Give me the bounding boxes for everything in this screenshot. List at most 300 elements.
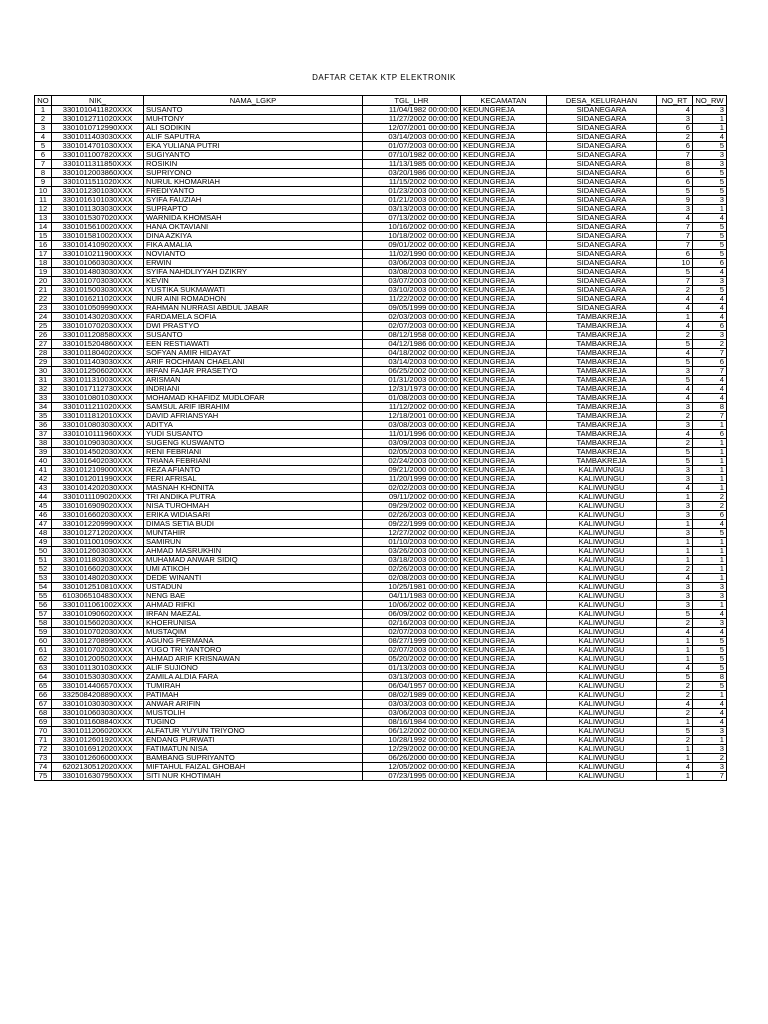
cell-nama: SUSANTO xyxy=(144,106,363,115)
cell-tgl-lhr: 01/10/2003 00:00:00 xyxy=(363,538,461,547)
cell-nik: 3301011803030XXX xyxy=(52,556,144,565)
cell-kecamatan: KEDUNGREJA xyxy=(461,259,547,268)
cell-kecamatan: KEDUNGREJA xyxy=(461,502,547,511)
cell-nik: 3301011208580XXX xyxy=(52,331,144,340)
cell-desa-kelurahan: KALIWUNGU xyxy=(547,565,657,574)
cell-no-rw: 1 xyxy=(693,205,727,214)
cell-no: 56 xyxy=(35,601,52,610)
cell-no-rt: 2 xyxy=(657,331,693,340)
cell-no: 59 xyxy=(35,628,52,637)
cell-tgl-lhr: 03/14/2003 00:00:00 xyxy=(363,358,461,367)
cell-tgl-lhr: 02/07/2003 00:00:00 xyxy=(363,322,461,331)
cell-nik: 3301010603030XXX xyxy=(52,259,144,268)
cell-no-rt: 2 xyxy=(657,286,693,295)
cell-kecamatan: KEDUNGREJA xyxy=(461,241,547,250)
cell-no-rt: 10 xyxy=(657,259,693,268)
cell-tgl-lhr: 03/18/2003 00:00:00 xyxy=(363,556,461,565)
cell-no: 42 xyxy=(35,475,52,484)
table-row xyxy=(35,565,727,574)
cell-no-rw: 4 xyxy=(693,718,727,727)
cell-nik: 3301010803030XXX xyxy=(52,421,144,430)
cell-no: 44 xyxy=(35,493,52,502)
cell-nama: ALFATUR YUYUN TRIYONO xyxy=(144,727,363,736)
cell-kecamatan: KEDUNGREJA xyxy=(461,754,547,763)
cell-no-rt: 2 xyxy=(657,691,693,700)
cell-no-rt: 6 xyxy=(657,250,693,259)
cell-nama: AHMAD MASRUKHIN xyxy=(144,547,363,556)
cell-no: 14 xyxy=(35,223,52,232)
cell-desa-kelurahan: KALIWUNGU xyxy=(547,718,657,727)
cell-no-rt: 4 xyxy=(657,106,693,115)
cell-no-rt: 3 xyxy=(657,403,693,412)
cell-nik: 3301011301030XXX xyxy=(52,664,144,673)
cell-desa-kelurahan: KALIWUNGU xyxy=(547,520,657,529)
cell-no-rt: 5 xyxy=(657,448,693,457)
cell-tgl-lhr: 07/13/2002 00:00:00 xyxy=(363,214,461,223)
cell-kecamatan: KEDUNGREJA xyxy=(461,547,547,556)
table-row xyxy=(35,178,727,187)
cell-nik: 3301012603030XXX xyxy=(52,547,144,556)
cell-tgl-lhr: 10/18/2002 00:00:00 xyxy=(363,232,461,241)
cell-no: 7 xyxy=(35,160,52,169)
cell-no-rt: 3 xyxy=(657,601,693,610)
cell-no-rt: 7 xyxy=(657,241,693,250)
ktp-table xyxy=(34,95,727,781)
cell-no-rw: 7 xyxy=(693,412,727,421)
cell-no: 68 xyxy=(35,709,52,718)
cell-desa-kelurahan: SIDANEGARA xyxy=(547,205,657,214)
table-row xyxy=(35,430,727,439)
cell-no-rt: 1 xyxy=(657,745,693,754)
cell-no-rw: 1 xyxy=(693,421,727,430)
cell-nama: UMI ATIKOH xyxy=(144,565,363,574)
table-row xyxy=(35,628,727,637)
table-row xyxy=(35,124,727,133)
cell-no-rt: 2 xyxy=(657,133,693,142)
cell-nik: 3301010702030XXX xyxy=(52,322,144,331)
cell-nama: FARDAMELA SOFIA xyxy=(144,313,363,322)
cell-no-rt: 1 xyxy=(657,772,693,781)
table-row xyxy=(35,376,727,385)
cell-desa-kelurahan: KALIWUNGU xyxy=(547,637,657,646)
cell-nama: SITI NUR KHOTIMAH xyxy=(144,772,363,781)
cell-desa-kelurahan: KALIWUNGU xyxy=(547,610,657,619)
cell-no: 33 xyxy=(35,394,52,403)
cell-no-rt: 4 xyxy=(657,322,693,331)
cell-nik: 3301011403030XXX xyxy=(52,358,144,367)
cell-tgl-lhr: 10/06/2002 00:00:00 xyxy=(363,601,461,610)
cell-nik: 6103065104830XXX xyxy=(52,592,144,601)
cell-tgl-lhr: 02/07/2003 00:00:00 xyxy=(363,646,461,655)
cell-nama: USTADUN xyxy=(144,583,363,592)
cell-no-rt: 9 xyxy=(657,196,693,205)
cell-no: 35 xyxy=(35,412,52,421)
table-row xyxy=(35,583,727,592)
cell-nik: 3301010702030XXX xyxy=(52,628,144,637)
cell-kecamatan: KEDUNGREJA xyxy=(461,133,547,142)
cell-no-rt: 4 xyxy=(657,628,693,637)
column-header-no: NO xyxy=(35,96,52,106)
cell-kecamatan: KEDUNGREJA xyxy=(461,655,547,664)
table-row xyxy=(35,313,727,322)
cell-desa-kelurahan: TAMBAKREJA xyxy=(547,394,657,403)
cell-kecamatan: KEDUNGREJA xyxy=(461,601,547,610)
cell-nik: 3301012506020XXX xyxy=(52,367,144,376)
cell-no-rw: 2 xyxy=(693,493,727,502)
cell-no-rw: 3 xyxy=(693,727,727,736)
cell-no: 23 xyxy=(35,304,52,313)
cell-no: 17 xyxy=(35,250,52,259)
cell-no-rw: 3 xyxy=(693,331,727,340)
cell-no-rw: 5 xyxy=(693,655,727,664)
cell-tgl-lhr: 09/01/2002 00:00:00 xyxy=(363,241,461,250)
table-row xyxy=(35,484,727,493)
table-row xyxy=(35,682,727,691)
table-row xyxy=(35,241,727,250)
cell-no: 75 xyxy=(35,772,52,781)
cell-tgl-lhr: 09/29/2002 00:00:00 xyxy=(363,502,461,511)
cell-desa-kelurahan: KALIWUNGU xyxy=(547,547,657,556)
cell-kecamatan: KEDUNGREJA xyxy=(461,286,547,295)
cell-no-rt: 7 xyxy=(657,223,693,232)
cell-no-rt: 3 xyxy=(657,592,693,601)
cell-no-rt: 1 xyxy=(657,655,693,664)
table-row xyxy=(35,232,727,241)
cell-kecamatan: KEDUNGREJA xyxy=(461,520,547,529)
table-row xyxy=(35,367,727,376)
cell-no-rt: 7 xyxy=(657,232,693,241)
cell-nama: DWI PRASTYO xyxy=(144,322,363,331)
table-row xyxy=(35,466,727,475)
cell-nama: TRI ANDIKA PUTRA xyxy=(144,493,363,502)
cell-tgl-lhr: 12/27/2002 00:00:00 xyxy=(363,529,461,538)
cell-nama: MIFTAHUL FAIZAL GHOBAH xyxy=(144,763,363,772)
table-row xyxy=(35,754,727,763)
table-row xyxy=(35,385,727,394)
cell-no-rt: 3 xyxy=(657,205,693,214)
cell-nama: YUDI SUSANTO xyxy=(144,430,363,439)
cell-no-rt: 6 xyxy=(657,178,693,187)
cell-kecamatan: KEDUNGREJA xyxy=(461,736,547,745)
table-row xyxy=(35,439,727,448)
cell-nama: DAVID AFRIANSYAH xyxy=(144,412,363,421)
cell-desa-kelurahan: KALIWUNGU xyxy=(547,475,657,484)
cell-no: 72 xyxy=(35,745,52,754)
cell-desa-kelurahan: SIDANEGARA xyxy=(547,268,657,277)
cell-no-rw: 1 xyxy=(693,115,727,124)
cell-no: 3 xyxy=(35,124,52,133)
cell-desa-kelurahan: KALIWUNGU xyxy=(547,511,657,520)
cell-tgl-lhr: 03/08/2003 00:00:00 xyxy=(363,421,461,430)
cell-desa-kelurahan: SIDANEGARA xyxy=(547,304,657,313)
table-row xyxy=(35,106,727,115)
cell-nama: KEVIN xyxy=(144,277,363,286)
cell-no: 1 xyxy=(35,106,52,115)
cell-kecamatan: KEDUNGREJA xyxy=(461,637,547,646)
cell-no-rt: 6 xyxy=(657,169,693,178)
cell-nik: 3301016602030XXX xyxy=(52,511,144,520)
cell-no: 49 xyxy=(35,538,52,547)
column-header-kecamatan: KECAMATAN xyxy=(461,96,547,106)
cell-tgl-lhr: 09/22/1999 00:00:00 xyxy=(363,520,461,529)
cell-no: 15 xyxy=(35,232,52,241)
cell-tgl-lhr: 08/16/1984 00:00:00 xyxy=(363,718,461,727)
cell-no: 47 xyxy=(35,520,52,529)
cell-no-rt: 1 xyxy=(657,520,693,529)
cell-kecamatan: KEDUNGREJA xyxy=(461,106,547,115)
cell-nama: YUSTIKA SUKMAWATI xyxy=(144,286,363,295)
table-row xyxy=(35,529,727,538)
cell-no: 61 xyxy=(35,646,52,655)
cell-kecamatan: KEDUNGREJA xyxy=(461,700,547,709)
cell-nik: 3301014302030XXX xyxy=(52,313,144,322)
table-row xyxy=(35,214,727,223)
cell-no-rt: 1 xyxy=(657,754,693,763)
cell-no-rt: 5 xyxy=(657,268,693,277)
cell-no-rw: 4 xyxy=(693,709,727,718)
cell-no-rw: 6 xyxy=(693,430,727,439)
cell-kecamatan: KEDUNGREJA xyxy=(461,313,547,322)
cell-nik: 3301011109020XXX xyxy=(52,493,144,502)
cell-tgl-lhr: 11/04/1982 00:00:00 xyxy=(363,106,461,115)
cell-no: 34 xyxy=(35,403,52,412)
cell-nik: 3301012109000XXX xyxy=(52,466,144,475)
cell-no-rw: 3 xyxy=(693,277,727,286)
cell-nik: 3301014803030XXX xyxy=(52,268,144,277)
cell-tgl-lhr: 01/21/2003 00:00:00 xyxy=(363,196,461,205)
cell-nama: ROSIKIN xyxy=(144,160,363,169)
column-header-tgl-lhr: TGL_LHR xyxy=(363,96,461,106)
cell-nama: SYIFA NAHDLIYYAH DZIKRY xyxy=(144,268,363,277)
cell-tgl-lhr: 12/31/1973 00:00:00 xyxy=(363,385,461,394)
cell-nama: SYIFA FAUZIAH xyxy=(144,196,363,205)
cell-no-rt: 3 xyxy=(657,466,693,475)
cell-nama: SAMIRUN xyxy=(144,538,363,547)
cell-no-rt: 4 xyxy=(657,763,693,772)
cell-kecamatan: KEDUNGREJA xyxy=(461,763,547,772)
cell-desa-kelurahan: KALIWUNGU xyxy=(547,484,657,493)
table-row xyxy=(35,115,727,124)
table-row xyxy=(35,277,727,286)
cell-desa-kelurahan: SIDANEGARA xyxy=(547,241,657,250)
table-row xyxy=(35,736,727,745)
cell-desa-kelurahan: TAMBAKREJA xyxy=(547,439,657,448)
cell-nik: 3301010703030XXX xyxy=(52,277,144,286)
cell-nik: 3301015602030XXX xyxy=(52,619,144,628)
cell-no: 48 xyxy=(35,529,52,538)
cell-kecamatan: KEDUNGREJA xyxy=(461,745,547,754)
cell-kecamatan: KEDUNGREJA xyxy=(461,124,547,133)
cell-no: 57 xyxy=(35,610,52,619)
table-row xyxy=(35,745,727,754)
cell-nama: AGUNG PERMANA xyxy=(144,637,363,646)
cell-tgl-lhr: 11/02/1990 00:00:00 xyxy=(363,250,461,259)
column-header-no-rt: NO_RT xyxy=(657,96,693,106)
cell-no-rt: 5 xyxy=(657,610,693,619)
cell-desa-kelurahan: SIDANEGARA xyxy=(547,286,657,295)
cell-no-rw: 5 xyxy=(693,529,727,538)
table-row xyxy=(35,574,727,583)
cell-no-rw: 4 xyxy=(693,313,727,322)
cell-tgl-lhr: 12/05/2002 00:00:00 xyxy=(363,763,461,772)
table-row xyxy=(35,673,727,682)
table-row xyxy=(35,637,727,646)
table-row xyxy=(35,601,727,610)
cell-desa-kelurahan: TAMBAKREJA xyxy=(547,313,657,322)
cell-tgl-lhr: 03/07/2003 00:00:00 xyxy=(363,277,461,286)
cell-desa-kelurahan: SIDANEGARA xyxy=(547,277,657,286)
table-row xyxy=(35,412,727,421)
table-row xyxy=(35,205,727,214)
cell-nama: NOVIANTO xyxy=(144,250,363,259)
cell-tgl-lhr: 02/26/2003 00:00:00 xyxy=(363,511,461,520)
cell-no: 9 xyxy=(35,178,52,187)
cell-nama: REZA AFIANTO xyxy=(144,466,363,475)
cell-no-rw: 3 xyxy=(693,619,727,628)
cell-tgl-lhr: 06/25/2002 00:00:00 xyxy=(363,367,461,376)
cell-desa-kelurahan: TAMBAKREJA xyxy=(547,322,657,331)
cell-desa-kelurahan: TAMBAKREJA xyxy=(547,376,657,385)
cell-nik: 3301012209990XXX xyxy=(52,520,144,529)
cell-nama: MASNAH KHONITA xyxy=(144,484,363,493)
cell-kecamatan: KEDUNGREJA xyxy=(461,304,547,313)
cell-no-rw: 5 xyxy=(693,232,727,241)
cell-kecamatan: KEDUNGREJA xyxy=(461,178,547,187)
cell-nik: 3301011007820XXX xyxy=(52,151,144,160)
cell-nik: 3301016307950XXX xyxy=(52,772,144,781)
cell-tgl-lhr: 11/12/2002 00:00:00 xyxy=(363,403,461,412)
cell-tgl-lhr: 06/12/2002 00:00:00 xyxy=(363,727,461,736)
table-row xyxy=(35,511,727,520)
cell-desa-kelurahan: KALIWUNGU xyxy=(547,727,657,736)
cell-kecamatan: KEDUNGREJA xyxy=(461,727,547,736)
cell-nama: NISA TUROHMAH xyxy=(144,502,363,511)
cell-no-rt: 3 xyxy=(657,367,693,376)
cell-nik: 3301015003030XXX xyxy=(52,286,144,295)
cell-desa-kelurahan: SIDANEGARA xyxy=(547,178,657,187)
cell-kecamatan: KEDUNGREJA xyxy=(461,403,547,412)
cell-no-rw: 1 xyxy=(693,484,727,493)
cell-kecamatan: KEDUNGREJA xyxy=(461,322,547,331)
cell-kecamatan: KEDUNGREJA xyxy=(461,160,547,169)
cell-no-rw: 1 xyxy=(693,691,727,700)
cell-no: 69 xyxy=(35,718,52,727)
cell-nama: SUPRIYONO xyxy=(144,169,363,178)
cell-tgl-lhr: 02/24/2003 00:00:00 xyxy=(363,457,461,466)
cell-no: 11 xyxy=(35,196,52,205)
cell-nama: ADITYA xyxy=(144,421,363,430)
cell-nama: SAMSUL ARIF IBRAHIM xyxy=(144,403,363,412)
cell-kecamatan: KEDUNGREJA xyxy=(461,277,547,286)
cell-kecamatan: KEDUNGREJA xyxy=(461,376,547,385)
cell-tgl-lhr: 08/27/1999 00:00:00 xyxy=(363,637,461,646)
cell-kecamatan: KEDUNGREJA xyxy=(461,475,547,484)
cell-nik: 3301016602030XXX xyxy=(52,565,144,574)
cell-nik: 3301016909020XXX xyxy=(52,502,144,511)
table-row xyxy=(35,295,727,304)
cell-no: 45 xyxy=(35,502,52,511)
cell-no: 28 xyxy=(35,349,52,358)
cell-tgl-lhr: 02/07/2003 00:00:00 xyxy=(363,628,461,637)
cell-no-rw: 1 xyxy=(693,439,727,448)
cell-no-rw: 3 xyxy=(693,106,727,115)
cell-desa-kelurahan: KALIWUNGU xyxy=(547,754,657,763)
cell-no: 31 xyxy=(35,376,52,385)
cell-no: 22 xyxy=(35,295,52,304)
table-row xyxy=(35,709,727,718)
cell-no: 71 xyxy=(35,736,52,745)
table-row xyxy=(35,457,727,466)
cell-no-rt: 2 xyxy=(657,412,693,421)
cell-tgl-lhr: 02/03/2003 00:00:00 xyxy=(363,313,461,322)
cell-tgl-lhr: 11/27/2002 00:00:00 xyxy=(363,115,461,124)
cell-desa-kelurahan: TAMBAKREJA xyxy=(547,430,657,439)
cell-desa-kelurahan: SIDANEGARA xyxy=(547,259,657,268)
table-row xyxy=(35,358,727,367)
cell-kecamatan: KEDUNGREJA xyxy=(461,358,547,367)
cell-tgl-lhr: 10/28/1992 00:00:00 xyxy=(363,736,461,745)
cell-nama: HANA OKTAVIANI xyxy=(144,223,363,232)
cell-tgl-lhr: 06/09/2002 00:00:00 xyxy=(363,610,461,619)
cell-desa-kelurahan: SIDANEGARA xyxy=(547,187,657,196)
cell-no-rt: 4 xyxy=(657,484,693,493)
cell-no-rt: 1 xyxy=(657,646,693,655)
table-row xyxy=(35,142,727,151)
cell-no-rt: 3 xyxy=(657,511,693,520)
column-header-nama: NAMA_LGKP xyxy=(144,96,363,106)
cell-nama: MUSTAQIM xyxy=(144,628,363,637)
table-row xyxy=(35,619,727,628)
cell-no-rt: 1 xyxy=(657,556,693,565)
cell-no-rw: 2 xyxy=(693,754,727,763)
cell-tgl-lhr: 09/05/1999 00:00:00 xyxy=(363,304,461,313)
cell-no-rw: 3 xyxy=(693,763,727,772)
cell-desa-kelurahan: KALIWUNGU xyxy=(547,538,657,547)
cell-no-rw: 3 xyxy=(693,196,727,205)
cell-nama: MOHAMAD KHAFIDZ MUDLOFAR xyxy=(144,394,363,403)
cell-no-rw: 4 xyxy=(693,394,727,403)
cell-tgl-lhr: 02/16/2003 00:00:00 xyxy=(363,619,461,628)
cell-tgl-lhr: 12/07/2001 00:00:00 xyxy=(363,124,461,133)
cell-desa-kelurahan: TAMBAKREJA xyxy=(547,331,657,340)
cell-tgl-lhr: 12/18/2001 00:00:00 xyxy=(363,412,461,421)
cell-no-rw: 1 xyxy=(693,601,727,610)
cell-nama: TRIANA FEBRIANI xyxy=(144,457,363,466)
cell-tgl-lhr: 11/13/1985 00:00:00 xyxy=(363,160,461,169)
cell-no: 5 xyxy=(35,142,52,151)
cell-kecamatan: KEDUNGREJA xyxy=(461,223,547,232)
cell-no: 6 xyxy=(35,151,52,160)
table-body xyxy=(35,106,727,781)
cell-tgl-lhr: 01/13/2003 00:00:00 xyxy=(363,664,461,673)
cell-no-rt: 7 xyxy=(657,277,693,286)
cell-nama: FREDIYANTO xyxy=(144,187,363,196)
cell-desa-kelurahan: TAMBAKREJA xyxy=(547,385,657,394)
cell-kecamatan: KEDUNGREJA xyxy=(461,610,547,619)
cell-desa-kelurahan: KALIWUNGU xyxy=(547,619,657,628)
cell-no-rt: 5 xyxy=(657,457,693,466)
cell-desa-kelurahan: SIDANEGARA xyxy=(547,223,657,232)
cell-nama: DINA AZKIYA xyxy=(144,232,363,241)
cell-no-rw: 4 xyxy=(693,628,727,637)
cell-desa-kelurahan: TAMBAKREJA xyxy=(547,340,657,349)
cell-nik: 3301012011990XXX xyxy=(52,475,144,484)
cell-no: 25 xyxy=(35,322,52,331)
cell-nama: ANWAR ARIFIN xyxy=(144,700,363,709)
cell-no-rw: 4 xyxy=(693,376,727,385)
cell-no-rw: 3 xyxy=(693,583,727,592)
cell-no: 43 xyxy=(35,484,52,493)
